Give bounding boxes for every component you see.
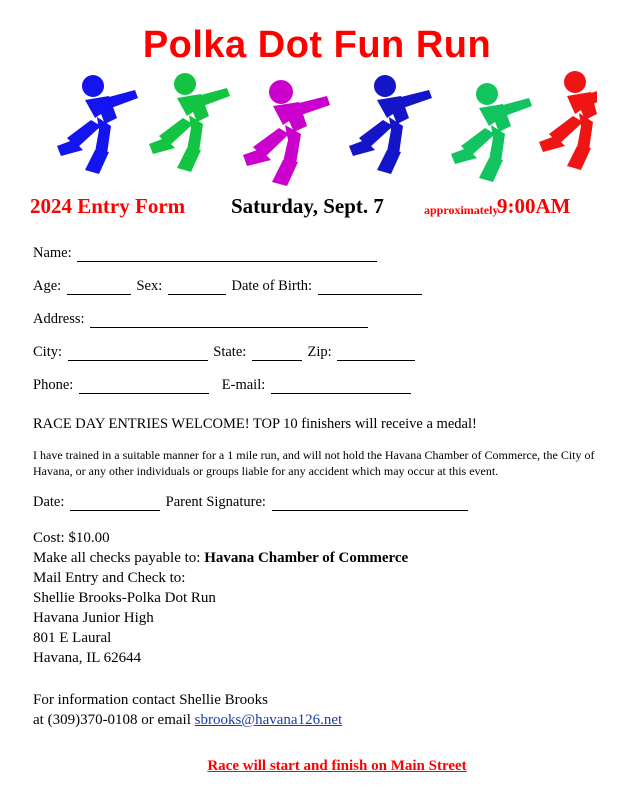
- headline-row: [0, 192, 634, 226]
- contact-line-2: [33, 711, 601, 731]
- address-line-4: Havana, IL 62644: [33, 649, 142, 666]
- runner-5-icon: [451, 83, 532, 182]
- entry-form-label: 2024 Entry Form: [30, 194, 186, 218]
- race-route-note: Race will start and finish on Main Street: [207, 758, 467, 775]
- dob-input[interactable]: [318, 281, 422, 295]
- city-label: City:: [33, 343, 63, 360]
- sex-label: Sex:: [136, 277, 163, 294]
- runners-illustration: [0, 70, 634, 190]
- event-time: 9:00AM: [497, 194, 571, 218]
- state-input[interactable]: [252, 347, 302, 361]
- form-body: [0, 246, 634, 775]
- sex-input[interactable]: [168, 281, 226, 295]
- runner-3-icon: [243, 80, 330, 186]
- form-row-age-sex-dob: [33, 279, 601, 295]
- cost-line: Cost: $10.00: [33, 530, 110, 546]
- page-title: Polka Dot Fun Run: [142, 24, 492, 66]
- zip-label: Zip:: [307, 343, 332, 360]
- address-line-1: Shellie Brooks-Polka Dot Run: [33, 589, 216, 606]
- payment-info: [33, 529, 601, 669]
- age-input[interactable]: [67, 281, 131, 295]
- checks-line: [33, 549, 601, 569]
- form-row-city-state-zip: [33, 345, 601, 361]
- phone-input[interactable]: [79, 380, 209, 394]
- race-day-notice: RACE DAY ENTRIES WELCOME! TOP 10 finishers will receive a medal!: [33, 415, 477, 432]
- address-line-3: 801 E Laural: [33, 629, 112, 646]
- parent-signature-input[interactable]: [272, 497, 468, 511]
- form-row-date-signature: [33, 495, 601, 511]
- name-input[interactable]: [77, 248, 377, 262]
- email-input[interactable]: [271, 380, 411, 394]
- address-input[interactable]: [90, 314, 368, 328]
- address-line-2: Havana Junior High: [33, 609, 154, 626]
- runner-1-icon: [57, 75, 138, 174]
- runners-svg: [37, 70, 597, 188]
- mail-label: Mail Entry and Check to:: [33, 569, 186, 586]
- waiver-text: I have trained in a suitable manner for a 1 mile run, and will not hold the Havana Chamber of Commerce, the City of Havana, or any other individuals or groups liable for any accident which may occur at this event.: [33, 447, 595, 478]
- state-label: State:: [213, 343, 247, 360]
- contact-email-link[interactable]: sbrooks@havana126.net: [194, 711, 343, 728]
- address-label: Address:: [33, 310, 85, 327]
- form-row-name: [33, 246, 601, 262]
- parent-signature-label: Parent Signature:: [165, 494, 266, 511]
- contact-line-1: For information contact Shellie Brooks: [33, 691, 268, 708]
- runner-6-icon: [539, 71, 597, 170]
- date-label: Date:: [33, 494, 65, 511]
- approximately-label: approximately: [424, 203, 499, 217]
- age-label: Age:: [33, 277, 62, 294]
- form-row-address: [33, 312, 601, 328]
- phone-label: Phone:: [33, 376, 74, 393]
- dob-label: Date of Birth:: [231, 277, 313, 294]
- checks-payee: Havana Chamber of Commerce: [204, 549, 409, 566]
- runner-2-icon: [149, 73, 230, 172]
- event-date: Saturday, Sept. 7: [231, 194, 384, 218]
- checks-prefix: Make all checks payable to:: [33, 549, 205, 566]
- zip-input[interactable]: [337, 347, 415, 361]
- date-input[interactable]: [70, 497, 160, 511]
- contact-info: [33, 691, 601, 731]
- name-label: Name:: [33, 245, 72, 261]
- form-row-phone-email: [33, 378, 601, 394]
- city-input[interactable]: [68, 347, 208, 361]
- runner-4-icon: [349, 75, 432, 174]
- email-label: E-mail:: [221, 376, 266, 393]
- contact-prefix: at (309)370-0108 or email: [33, 711, 195, 728]
